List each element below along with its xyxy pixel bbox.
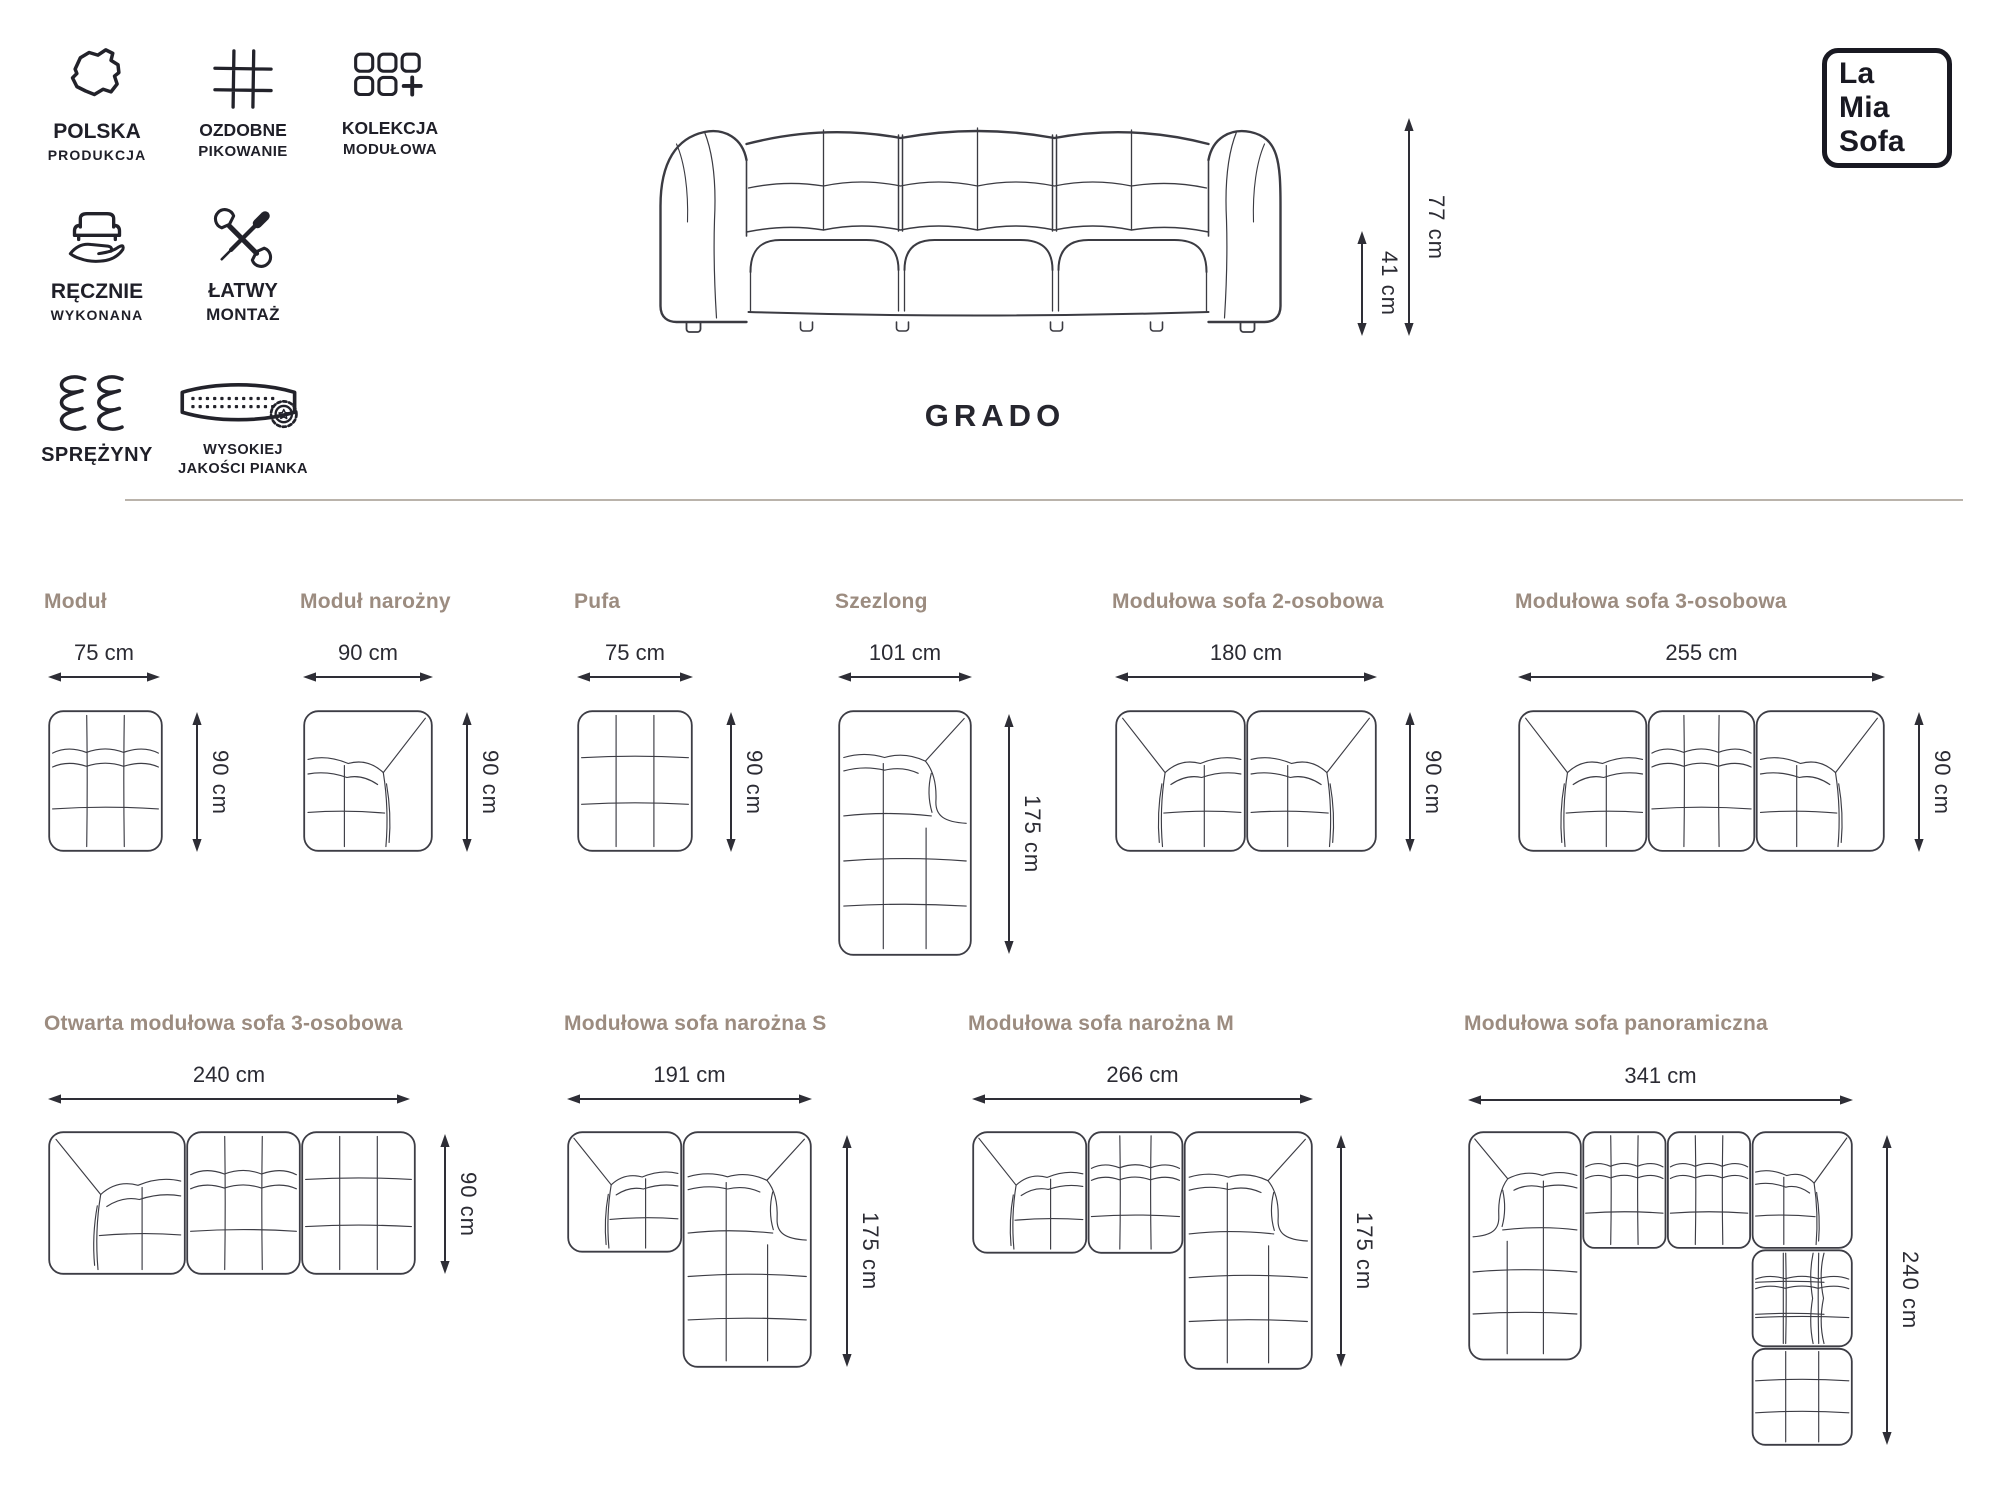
foam-quality-icon [175, 376, 311, 434]
width-dimension-arrow [577, 669, 693, 685]
module-top-view-drawing [1468, 1131, 1853, 1446]
badge-line1: KOLEKCJA [341, 118, 439, 138]
depth-dimension-arrow [459, 712, 475, 852]
module-top-view-drawing [577, 710, 693, 852]
depth-dimension-arrow [1402, 712, 1418, 852]
seat-height-label: 41 cm [1377, 251, 1402, 316]
badge-line2: MODUŁOWA [342, 141, 438, 159]
badge-line2: JAKOŚCI PIANKA [178, 460, 308, 477]
depth-dimension-label: 90 cm [208, 749, 233, 815]
width-dimension-label: 75 cm [74, 640, 134, 665]
assembly-tools-icon [209, 204, 277, 272]
module-top-view-drawing [838, 710, 972, 956]
diagram-title: Pufa [574, 590, 621, 613]
depth-dimension-arrow [839, 1135, 855, 1367]
badge-line1: POLSKA [53, 120, 141, 143]
module-top-view-drawing [972, 1131, 1313, 1370]
springs-icon [58, 372, 136, 436]
width-dimension-label: 191 cm [653, 1062, 726, 1087]
diagram-title: Otwarta modułowa sofa 3-osobowa [44, 1012, 403, 1035]
badge-line1: WYSOKIEJ [203, 442, 283, 458]
product-title: GRADO [924, 398, 1066, 433]
sofa-front-view-drawing [648, 100, 1293, 340]
module-top-view-drawing [1115, 710, 1377, 852]
depth-dimension-arrow [1333, 1135, 1349, 1367]
brand-line: Sofa [1839, 125, 1905, 158]
badge-line1: ŁATWY [208, 280, 278, 302]
width-dimension-label: 90 cm [338, 640, 398, 665]
depth-dimension-arrow [1911, 712, 1927, 852]
badge-line1: RĘCZNIE [50, 280, 144, 303]
handmade-sofa-icon [62, 202, 132, 272]
depth-dimension-label: 90 cm [1421, 749, 1446, 815]
width-dimension-arrow [48, 669, 160, 685]
module-top-view-drawing [567, 1131, 812, 1368]
quilting-grid-icon [210, 46, 276, 112]
seat-height-arrow [1354, 231, 1370, 336]
badge-line1: OZDOBNE [199, 120, 287, 140]
width-dimension-label: 101 cm [868, 640, 942, 665]
width-dimension-arrow [1518, 669, 1885, 685]
depth-dimension-label: 175 cm [858, 1211, 883, 1291]
diagram-title: Modułowa sofa 2-osobowa [1112, 590, 1384, 613]
section-divider [125, 499, 1963, 501]
badge-line2: MONTAŻ [206, 305, 280, 324]
brand-logo [1822, 48, 1952, 168]
depth-dimension-label: 90 cm [456, 1171, 481, 1237]
badge-kolekcja-modulowa [315, 48, 465, 158]
width-dimension-arrow [838, 669, 972, 685]
depth-dimension-label: 175 cm [1020, 794, 1045, 874]
width-dimension-arrow [1468, 1092, 1853, 1108]
diagram-title: Szezlong [835, 590, 928, 613]
width-dimension-arrow [48, 1091, 410, 1107]
diagram-title: Modułowa sofa 3-osobowa [1515, 590, 1787, 613]
width-dimension-arrow [567, 1091, 812, 1107]
badge-ozdobne-pikowanie [168, 46, 318, 160]
depth-dimension-arrow [1001, 714, 1017, 954]
poland-map-icon [62, 42, 132, 112]
diagram-title: Modułowa sofa panoramiczna [1464, 1012, 1768, 1035]
depth-dimension-label: 175 cm [1352, 1211, 1377, 1291]
depth-dimension-label: 240 cm [1898, 1250, 1923, 1330]
badge-line2: PRODUKCJA [47, 147, 147, 164]
depth-dimension-arrow [189, 712, 205, 852]
width-dimension-label: 341 cm [1624, 1063, 1697, 1088]
badge-line2: WYKONANA [50, 307, 144, 324]
badge-line2: PIKOWANIE [198, 143, 288, 161]
module-top-view-drawing [48, 1131, 416, 1275]
badge-latwy-montaz [168, 204, 318, 325]
brand-line: La [1839, 57, 1875, 90]
badge-polska-produkcja [22, 42, 172, 163]
width-dimension-arrow [972, 1091, 1313, 1107]
module-top-view-drawing [48, 710, 163, 852]
width-dimension-label: 266 cm [1106, 1062, 1179, 1087]
depth-dimension-arrow [1879, 1135, 1895, 1445]
depth-dimension-label: 90 cm [478, 749, 503, 815]
diagram-title: Moduł [44, 590, 107, 613]
modular-collection-icon [351, 48, 429, 110]
badge-wysokiej-jakosci-pianka [158, 376, 328, 477]
diagram-title: Modułowa sofa narożna M [968, 1012, 1234, 1035]
diagram-title: Moduł narożny [300, 590, 451, 613]
width-dimension-arrow [1115, 669, 1377, 685]
width-dimension-label: 255 cm [1665, 640, 1738, 665]
width-dimension-label: 180 cm [1209, 640, 1283, 665]
badge-sprezyny [22, 372, 172, 467]
depth-dimension-label: 90 cm [742, 749, 767, 815]
module-top-view-drawing [1518, 710, 1885, 852]
overall-height-label: 77 cm [1424, 194, 1449, 260]
width-dimension-label: 240 cm [192, 1062, 266, 1087]
depth-dimension-label: 90 cm [1930, 749, 1955, 815]
diagram-title: Modułowa sofa narożna S [564, 1012, 827, 1035]
width-dimension-arrow [303, 669, 433, 685]
badge-line1: SPRĘŻYNY [41, 444, 153, 466]
badge-recznie-wykonana [22, 202, 172, 323]
brand-line: Mia [1839, 91, 1890, 124]
depth-dimension-arrow [723, 712, 739, 852]
width-dimension-label: 75 cm [605, 640, 665, 665]
depth-dimension-arrow [437, 1134, 453, 1274]
module-top-view-drawing [303, 710, 433, 852]
